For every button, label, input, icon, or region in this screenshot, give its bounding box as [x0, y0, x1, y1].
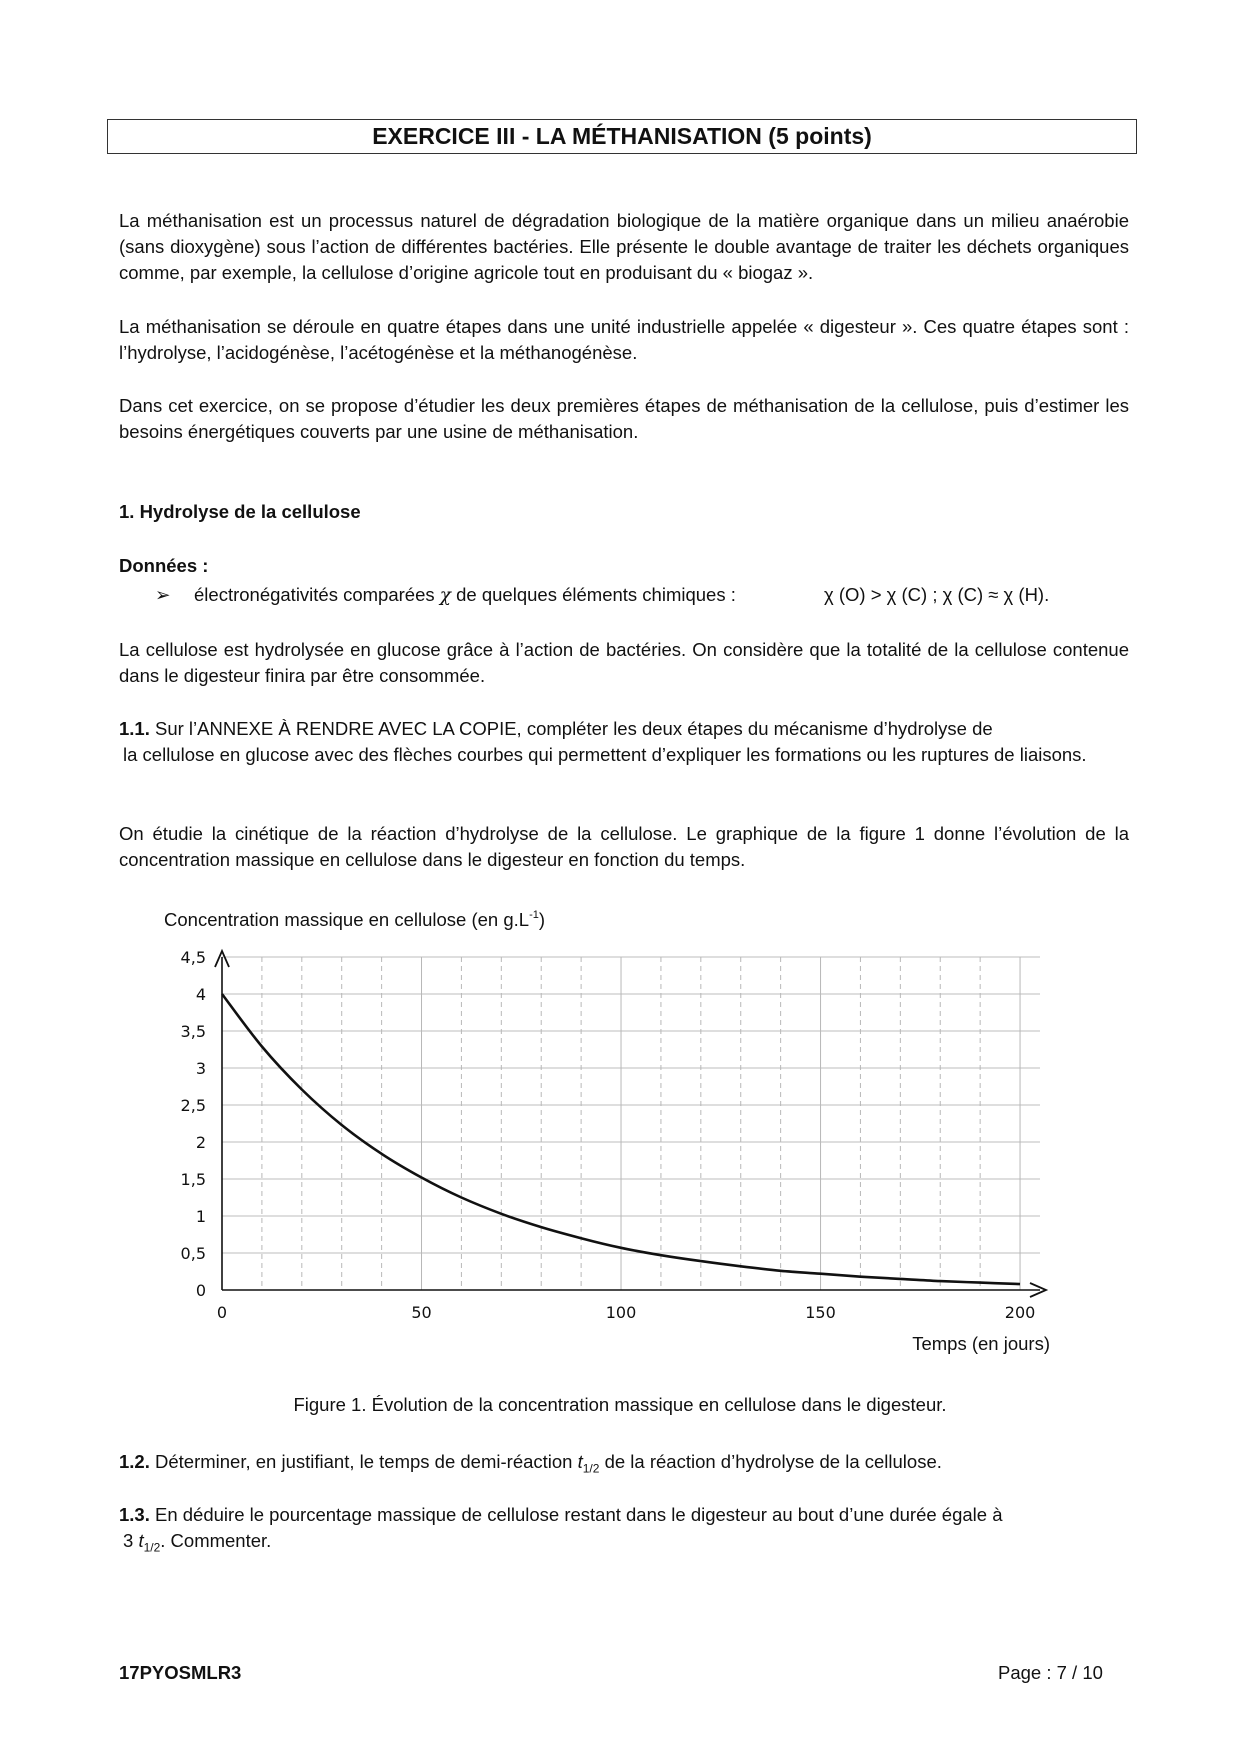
y-tick-label: 4: [195, 985, 206, 1004]
page-number: Page : 7 / 10: [998, 1662, 1103, 1683]
y-tick-label: 2: [195, 1133, 206, 1152]
question-1-1: 1.1. Sur l’ANNEXE À RENDRE AVEC LA COPIE, compléter les deux étapes du mécanisme d’hydrolyse de: [119, 718, 993, 739]
figure-caption: Figure 1. Évolution de la concentration massique en cellulose dans le digesteur.: [293, 1394, 947, 1415]
y-tick-label: 0: [195, 1281, 206, 1300]
section-1-heading: 1. Hydrolyse de la cellulose: [119, 501, 361, 522]
chart-ticks: [181, 948, 1036, 1322]
intro-paragraph-1: La méthanisation est un processus naturel de dégradation biologique de la matière organique dans un milieu anaérobie (sans dioxygène) sous l’action de différentes bactéries. Elle présente le double avantage de traiter les déchets organiques comme, par exemple, la cellulose d’origine agricole tout en produisant du « biogaz ».: [119, 210, 1129, 283]
cellulose-paragraph: La cellulose est hydrolysée en glucose grâce à l’action de bactéries. On considère que la totalité de la cellulose contenue dans le digesteur finira par être consommée.: [119, 639, 1129, 686]
data-label: Données :: [119, 555, 209, 576]
electronegativity-formula: χ (O) > χ (C) ; χ (C) ≈ χ (H).: [824, 584, 1050, 605]
x-tick-label: 50: [411, 1303, 432, 1322]
x-axis-label: Temps (en jours): [912, 1333, 1050, 1354]
y-tick-label: 0,5: [180, 1244, 206, 1263]
x-tick-label: 100: [605, 1303, 637, 1322]
electronegativity-bullet: électronégativités comparées χ de quelques éléments chimiques :: [194, 584, 736, 606]
x-tick-label: 200: [1004, 1303, 1036, 1322]
question-1-1-continued: la cellulose en glucose avec des flèches courbes qui permettent d’expliquer les formations ou les ruptures de liaisons.: [123, 744, 1087, 765]
question-1-2: 1.2. Déterminer, en justifiant, le temps de demi-réaction $t_{1/2}$ de la réaction d’hydrolyse de la cellulose.: [119, 1451, 942, 1476]
question-1-3-continued: 3 $t_{1/2}$. Commenter.: [123, 1530, 272, 1555]
question-1-3: 1.3. En déduire le pourcentage massique de cellulose restant dans le digesteur au bout d’une durée égale à: [119, 1504, 1003, 1525]
intro-paragraph-3: Dans cet exercice, on se propose d’étudier les deux premières étapes de méthanisation de la cellulose, puis d’estimer les besoins énergétiques couverts par une usine de méthanisation.: [119, 395, 1129, 442]
y-tick-label: 4,5: [180, 948, 206, 967]
x-tick-label: 0: [216, 1303, 228, 1322]
y-tick-label: 3: [195, 1059, 206, 1078]
y-tick-label: 3,5: [180, 1022, 206, 1041]
intro-paragraph-2: La méthanisation se déroule en quatre étapes dans une unité industrielle appelée « digesteur ». Ces quatre étapes sont : l’hydrolyse, l’acidogénèse, l’acétogénèse et la méthanogénèse.: [119, 316, 1129, 363]
document-code: 17PYOSMLR3: [119, 1662, 242, 1683]
exercise-title: EXERCICE III - LA MÉTHANISATION (5 points): [107, 119, 1137, 154]
y-tick-label: 1,5: [180, 1170, 206, 1189]
y-axis-label: Concentration massique en cellulose (en $g.L^{-1}$): [164, 909, 546, 930]
y-tick-label: 1: [195, 1207, 206, 1226]
x-tick-label: 150: [805, 1303, 836, 1322]
y-tick-label: 2,5: [180, 1096, 206, 1115]
chart-grid: [222, 957, 1040, 1290]
kinetics-paragraph: On étudie la cinétique de la réaction d’hydrolyse de la cellulose. Le graphique de la figure 1 donne l’évolution de la concentration massique en cellulose dans le digesteur en fonction du temps.: [119, 823, 1129, 870]
bullet-arrow-icon: ➢: [155, 584, 171, 605]
